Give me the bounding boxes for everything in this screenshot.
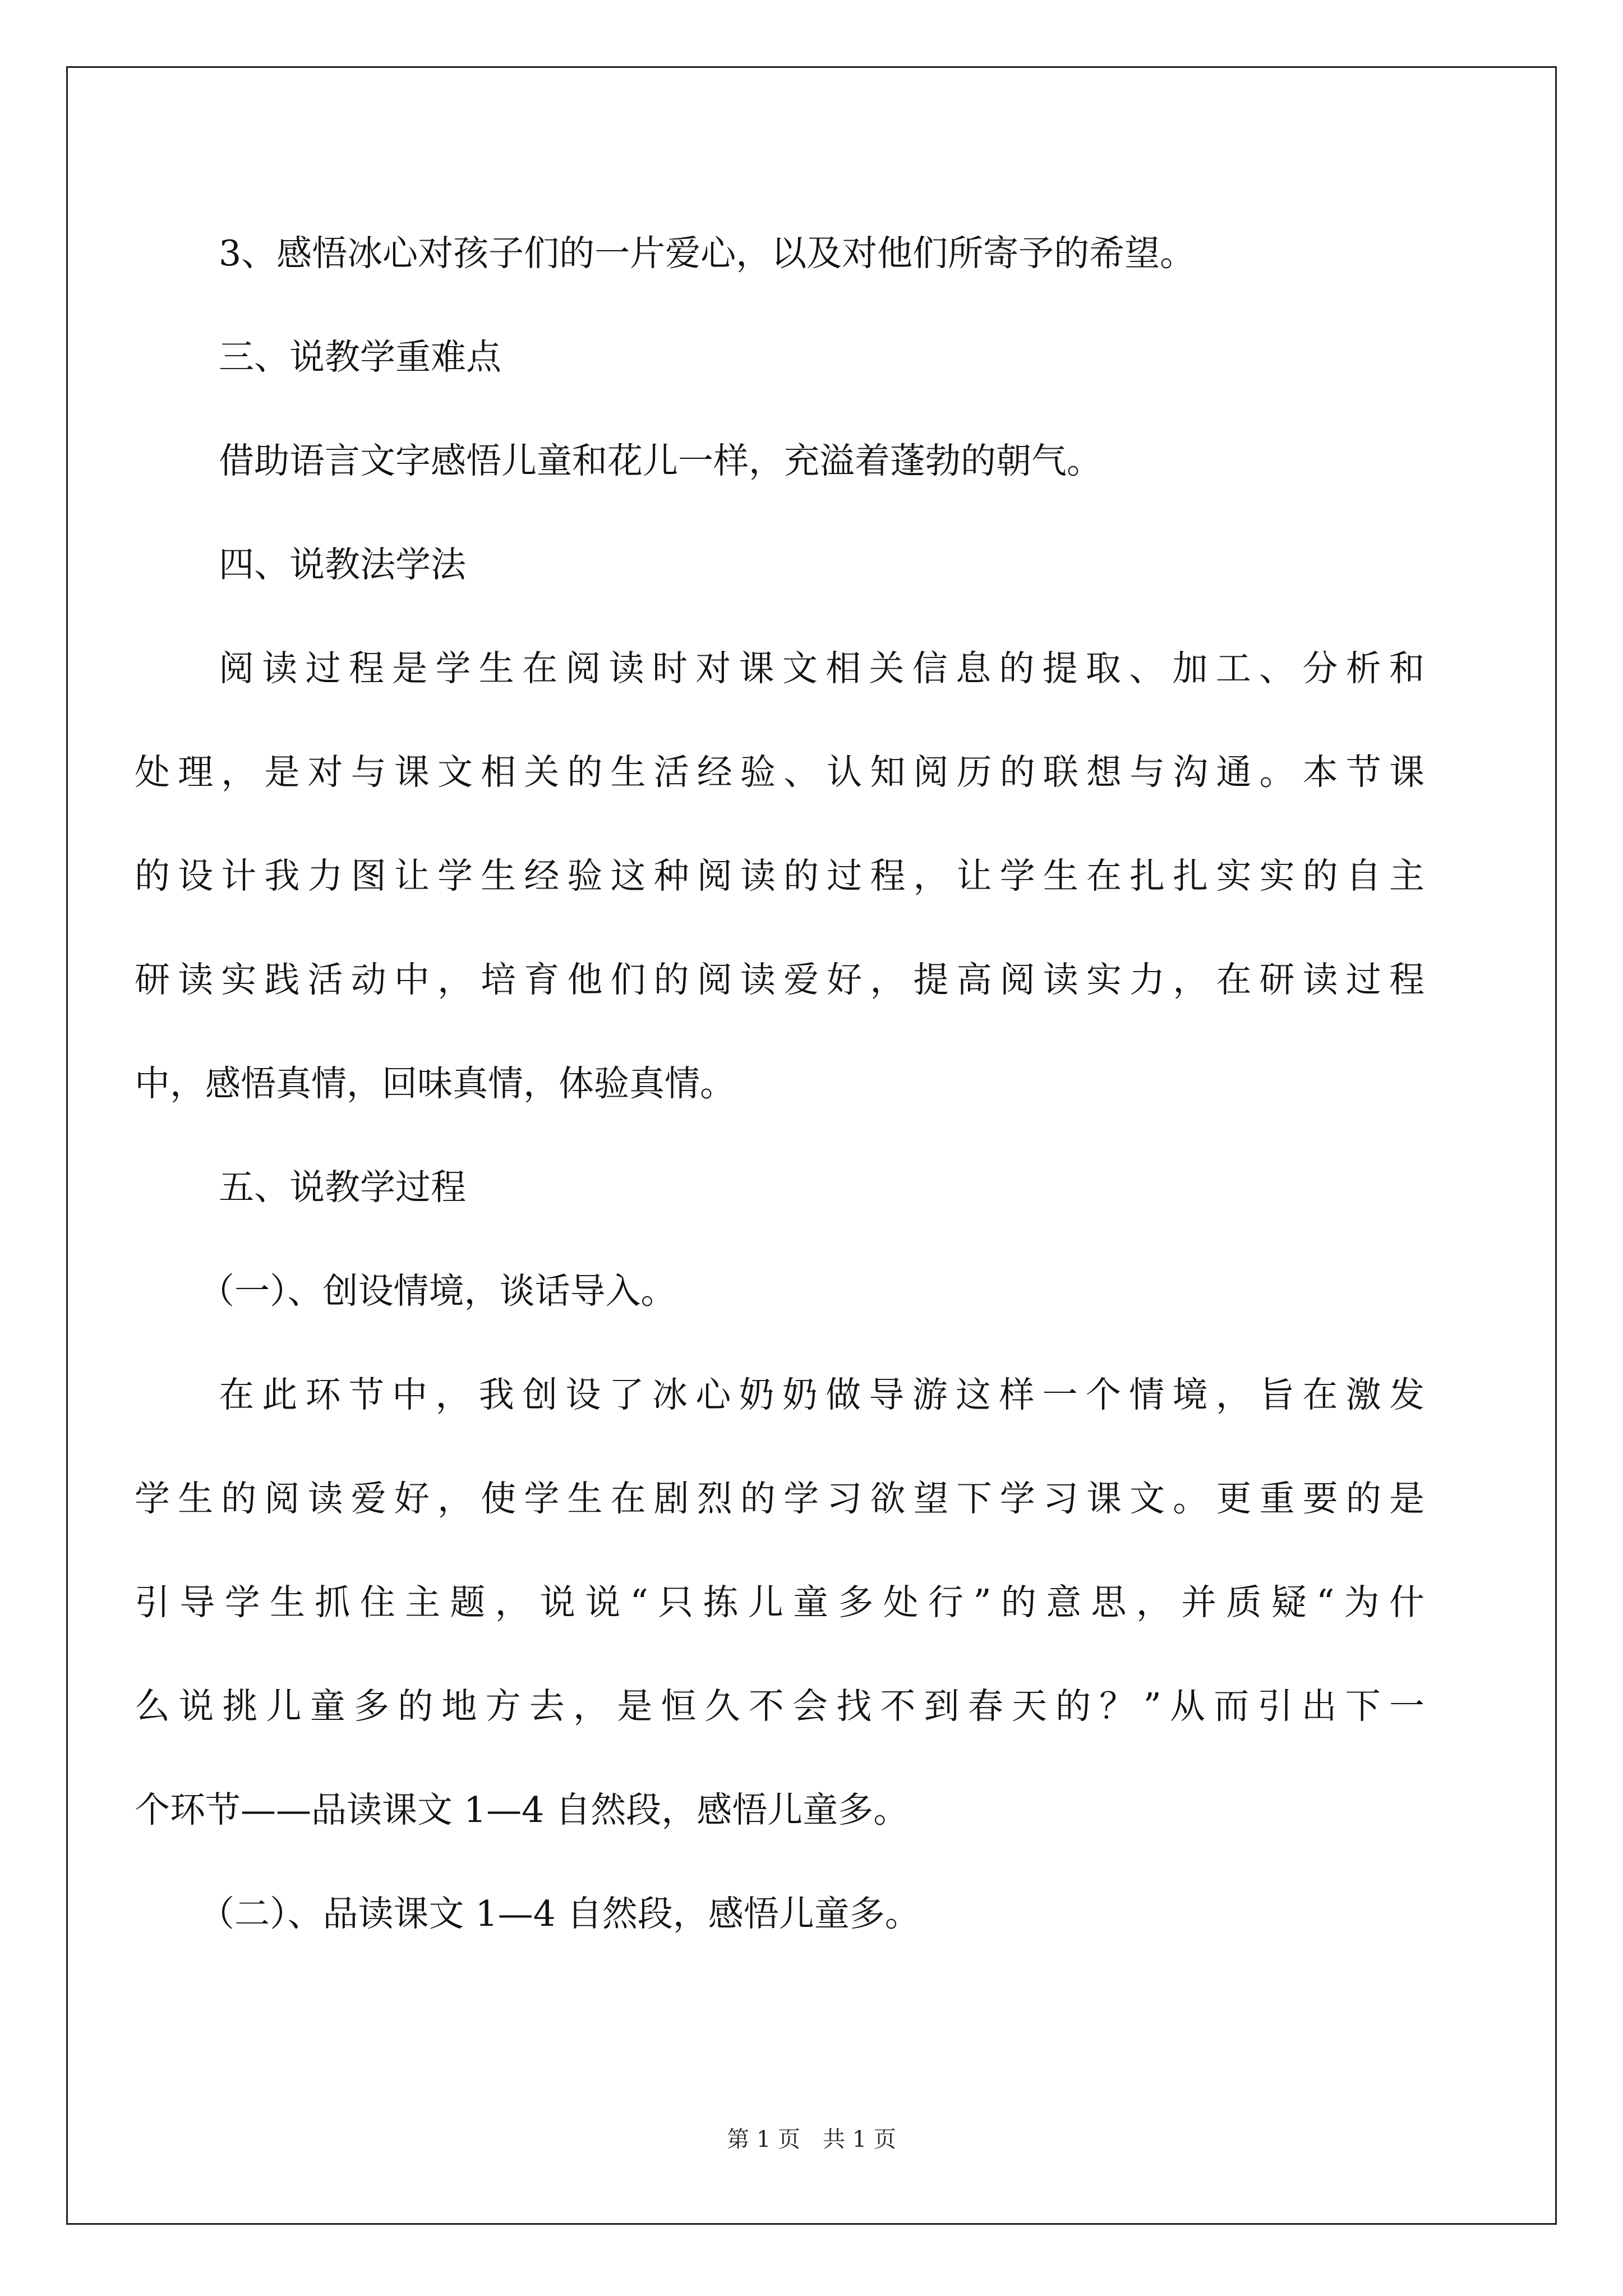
- paragraph-step-1-line-1: 在此环节中，我创设了冰心奶奶做导游这样一个情境，旨在激发: [219, 1374, 1424, 1415]
- subheading-step-1: （一）、创设情境，谈话导入。: [199, 1271, 676, 1312]
- paragraph-methods-line-4: 研读实践活动中，培育他们的阅读爱好，提高阅读实力，在研读过程: [135, 959, 1424, 1000]
- paragraph-methods-line-3: 的设计我力图让学生经验这种阅读的过程，让学生在扎扎实实的自主: [135, 855, 1424, 896]
- paragraph-step-1-line-5: 个环节——品读课文 1—4 自然段，感悟儿童多。: [135, 1789, 909, 1830]
- paragraph-key-difficulties: 借助语言文字感悟儿童和花儿一样，充溢着蓬勃的朝气。: [219, 440, 1102, 481]
- paragraph-step-1-line-3: 引导学生抓住主题，说说“只拣儿童多处行”的意思，并质疑“为什: [135, 1582, 1424, 1623]
- paragraph-methods-line-2: 处理，是对与课文相关的生活经验、认知阅历的联想与沟通。本节课: [135, 752, 1424, 793]
- heading-teaching-methods: 四、说教法学法: [219, 544, 466, 585]
- paragraph-step-1-line-2: 学生的阅读爱好，使学生在剧烈的学习欲望下学习课文。更重要的是: [135, 1478, 1424, 1519]
- paragraph-methods-line-1: 阅读过程是学生在阅读时对课文相关信息的提取、加工、分析和: [219, 648, 1424, 689]
- paragraph-objective-3: 3、感悟冰心对孩子们的一片爱心，以及对他们所寄予的希望。: [219, 233, 1196, 274]
- paragraph-step-1-line-4: 么说挑儿童多的地方去，是恒久不会找不到春天的？”从而引出下一: [135, 1686, 1424, 1727]
- heading-teaching-process: 五、说教学过程: [219, 1167, 466, 1208]
- paragraph-methods-line-5: 中，感悟真情，回味真情，体验真情。: [135, 1063, 735, 1104]
- subheading-step-2: （二）、品读课文 1—4 自然段，感悟儿童多。: [199, 1893, 920, 1934]
- heading-key-difficulties: 三、说教学重难点: [219, 337, 501, 378]
- page-number-footer: 第 1 页 共 1 页: [727, 2127, 896, 2152]
